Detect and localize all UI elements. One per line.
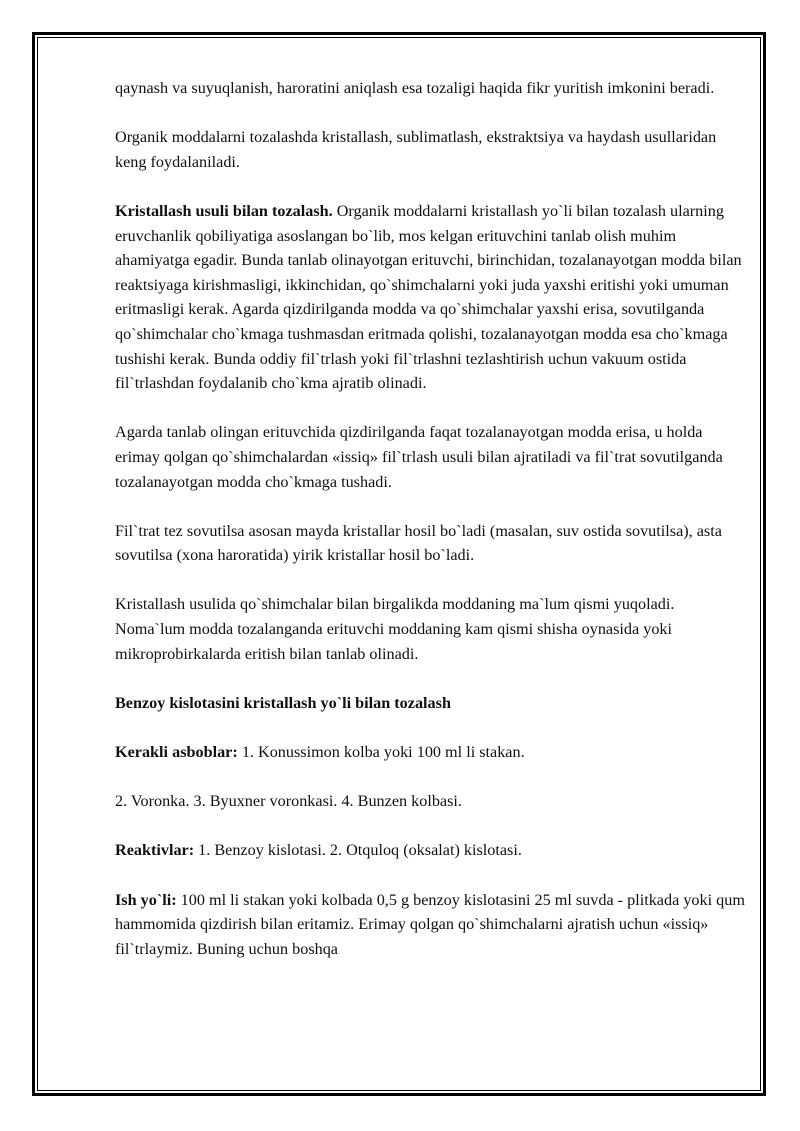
paragraph-1: qaynash va suyuqlanish, haroratini aniqlash esa tozaligi haqida fikr yuritish imkonini beradi.	[115, 79, 715, 97]
paragraph-5: Fil`trat tez sovutilsa asosan mayda kristallar hosil bo`ladi (masalan, suv ostida sovutilsa), asta sovutilsa (xona haroratida) yirik kristallar hosil bo`ladi.	[115, 521, 722, 565]
paragraph-3: Kristallash usuli bilan tozalash. Organik moddalarni kristallash yo`li bilan tozalash ularning eruvchanlik qobiliyatiga asoslangan bo`lib, mos kelgan erituvchini tanlab olish muhim ahamiyatga egadir. Bunda tanlab olinayotgan erituvchi, birinchidan, tozalanayotgan modda bilan reaktsiyaga kirishmasligi, ikkinchidan, qo`shimchalarni yoki juda yaxshi eritishi yoki umuman eritmasligi kerak. Agarda qizdirilganda modda va qo`shimchalar yaxshi erisa, sovutilganda qo`shimchalar cho`kmaga tushmasdan eritmada qolishi, tozalanayotgan modda esa cho`kmaga tushishi kerak. Bunda oddiy fil`trlash yoki fil`trlashni tezlashtirish uchun vakuum ostida fil`trlashdan foydalanib cho`kma ajratib olinadi.	[115, 201, 742, 393]
paragraph-2: Organik moddalarni tozalashda kristallash, sublimatlash, ekstraktsiya va haydash usullaridan keng foydalaniladi.	[115, 128, 717, 171]
reagents-line: Reaktivlar: 1. Benzoy kislotasi. 2. Otquloq (oksalat) kislotasi.	[115, 841, 522, 860]
section-heading: Kristallash usuli bilan tozalash.	[115, 201, 333, 220]
equipment-line: Kerakli asboblar: 1. Konussimon kolba yoki 100 ml li stakan.	[115, 743, 525, 762]
paragraph-6: Kristallash usulida qo`shimchalar bilan birgalikda moddaning ma`lum qismi yuqoladi.	[115, 595, 675, 614]
paragraph-4: Agarda tanlab olingan erituvchida qizdirilganda faqat tozalanayotgan modda erisa, u holda erimay qolgan qo`shimchalardan «issiq» fil`trlash usuli bilan ajratiladi va fil`trat sovutilganda tozalanayotgan modda cho`kmaga tushadi.	[115, 423, 723, 491]
lab-title: Benzoy kislotasini kristallash yo`li bilan tozalash	[115, 693, 451, 712]
procedure-paragraph: Ish yo`li: 100 ml li stakan yoki kolbada 0,5 g benzoy kislotasini 25 ml suvda - plitkada yoki qum hammomida qizdirish bilan eritamiz. Erimay qolgan qo`shimchalarni ajratish uchun «issiq» fil`trlaymiz. Buning uchun boshqa	[115, 890, 745, 958]
document-body	[115, 76, 745, 986]
equipment-continued: 2. Voronka. 3. Byuxner voronkasi. 4. Bunzen kolbasi.	[115, 792, 462, 811]
paragraph-7: Noma`lum modda tozalanganda erituvchi moddaning kam qismi shisha oynasida yoki mikroprobirkalarda eritish bilan tanlab olinadi.	[115, 620, 673, 663]
